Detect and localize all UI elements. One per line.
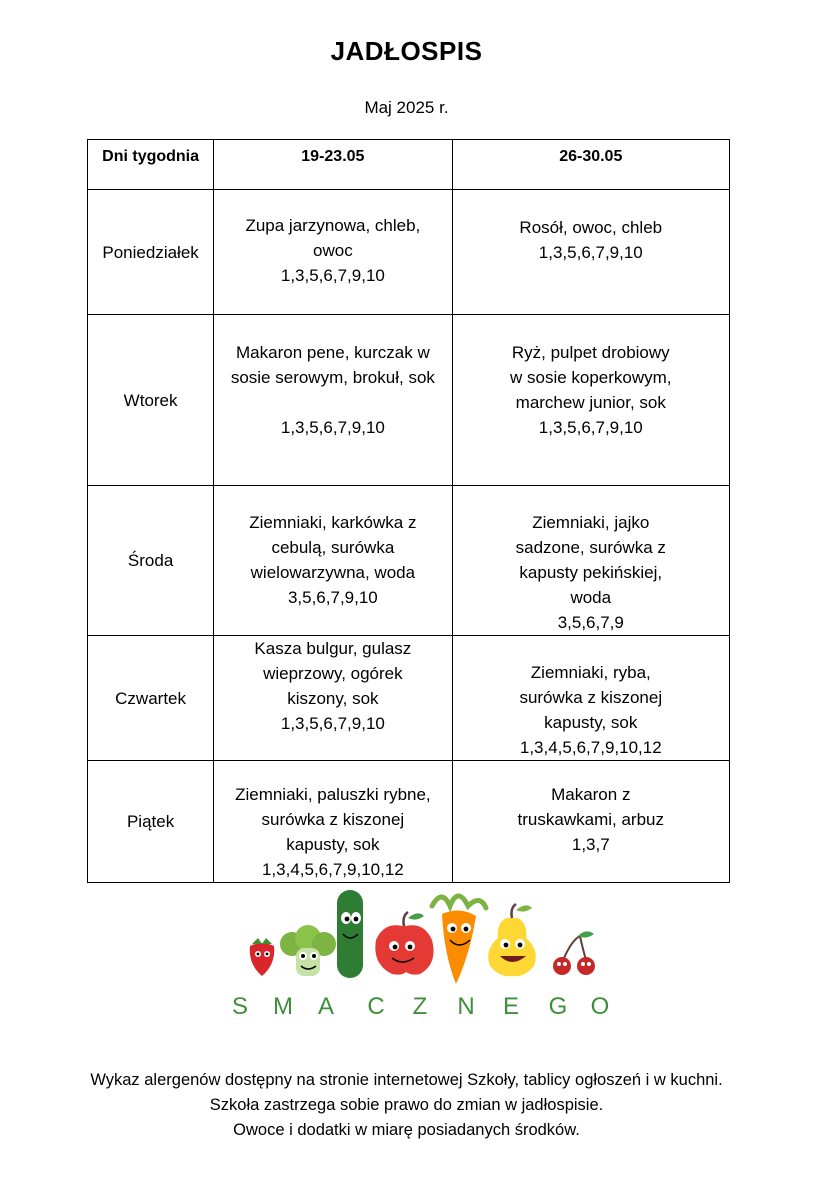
logo-letter: G bbox=[548, 993, 568, 1020]
meal-cell bbox=[214, 486, 452, 636]
meal-line: cebulą, surówka bbox=[271, 538, 395, 557]
logo-letter: Z bbox=[412, 993, 428, 1020]
logo-letter: C bbox=[367, 993, 385, 1020]
table-row bbox=[88, 636, 730, 761]
meal-line: Makaron pene, kurczak w bbox=[236, 343, 430, 362]
column-header-week2: 26-30.05 bbox=[452, 140, 729, 190]
day-cell: Czwartek bbox=[88, 636, 214, 761]
logo-letter: E bbox=[502, 993, 520, 1020]
meal-line: surówka z kiszonej bbox=[261, 810, 405, 829]
page-subtitle: Maj 2025 r. bbox=[364, 98, 449, 117]
meal-line: marchew junior, sok bbox=[515, 393, 666, 412]
meal-line: sosie serowym, brokuł, sok bbox=[230, 368, 435, 387]
meal-line: kiszony, sok bbox=[287, 689, 379, 708]
day-cell: Piątek bbox=[88, 761, 214, 883]
meal-line: woda bbox=[570, 588, 612, 607]
meal-line: Kasza bulgur, gulasz bbox=[254, 639, 412, 658]
allergen-codes: 1,3,4,5,6,7,9,10,12 bbox=[261, 860, 404, 879]
table-row bbox=[88, 486, 730, 636]
day-cell: Poniedziałek bbox=[88, 190, 214, 315]
meal-cell bbox=[452, 190, 729, 315]
meal-line: Makaron z bbox=[551, 785, 631, 804]
allergen-codes: 1,3,5,6,7,9,10 bbox=[280, 714, 385, 733]
column-header-week1: 19-23.05 bbox=[214, 140, 452, 190]
page-title: JADŁOSPIS bbox=[330, 36, 483, 66]
meal-cell bbox=[452, 761, 729, 883]
allergen-codes: 1,3,5,6,7,9,10 bbox=[280, 265, 385, 285]
allergen-codes: 1,3,7 bbox=[571, 835, 610, 854]
meal-line: owoc bbox=[313, 240, 353, 260]
pear-icon bbox=[488, 904, 536, 976]
broccoli-icon bbox=[280, 925, 336, 976]
allergen-codes: 3,5,6,7,9 bbox=[557, 613, 624, 632]
meal-line: wielowarzywna, woda bbox=[250, 563, 416, 582]
apple-icon bbox=[375, 912, 433, 975]
logo-letter: N bbox=[457, 993, 475, 1020]
meal-line: Zupa jarzynowa, chleb, bbox=[245, 215, 421, 235]
meal-line: kapusty pekińskiej, bbox=[519, 563, 663, 582]
day-cell: Wtorek bbox=[88, 315, 214, 486]
meal-line: Rosół, owoc, chleb bbox=[519, 218, 663, 237]
meal-line: surówka z kiszonej bbox=[519, 688, 663, 707]
meal-line: kapusty, sok bbox=[286, 835, 380, 854]
allergen-codes: 1,3,5,6,7,9,10 bbox=[538, 243, 643, 262]
logo-letter: A bbox=[317, 993, 335, 1020]
meal-cell bbox=[214, 315, 452, 486]
meal-cell bbox=[452, 315, 729, 486]
meal-cell bbox=[452, 486, 729, 636]
allergen-codes: 3,5,6,7,9,10 bbox=[287, 588, 378, 607]
logo-letter: M bbox=[273, 993, 293, 1020]
day-cell: Środa bbox=[88, 486, 214, 636]
meal-line: wieprzowy, ogórek bbox=[263, 664, 403, 683]
meal-cell bbox=[214, 761, 452, 883]
footer-line: Szkoła zastrzega sobie prawo do zmian w jadłospisie. bbox=[209, 1096, 604, 1114]
table-row bbox=[88, 761, 730, 883]
menu-table bbox=[87, 139, 730, 883]
column-header-days: Dni tygodnia bbox=[88, 140, 214, 190]
meal-line: Ziemniaki, karkówka z bbox=[249, 513, 417, 532]
meal-line: kapusty, sok bbox=[544, 713, 638, 732]
strawberry-icon bbox=[250, 938, 275, 976]
meal-line: Ziemniaki, paluszki rybne, bbox=[235, 785, 431, 804]
allergen-codes: 1,3,5,6,7,9,10 bbox=[280, 418, 385, 437]
meal-cell bbox=[452, 636, 729, 761]
allergen-codes: 1,3,5,6,7,9,10 bbox=[538, 418, 643, 437]
allergen-codes: 1,3,4,5,6,7,9,10,12 bbox=[519, 738, 662, 757]
logo-letter: O bbox=[590, 993, 610, 1020]
table-row bbox=[88, 190, 730, 315]
footer-line: Wykaz alergenów dostępny na stronie internetowej Szkoły, tablicy ogłoszeń i w kuchni. bbox=[90, 1071, 723, 1089]
footer-line: Owoce i dodatki w miarę posiadanych środków. bbox=[233, 1121, 580, 1139]
logo-letter: S bbox=[231, 993, 249, 1020]
line-gap bbox=[220, 390, 445, 415]
meal-cell bbox=[214, 190, 452, 315]
meal-line: w sosie koperkowym, bbox=[509, 368, 672, 387]
table-header-row bbox=[88, 140, 730, 190]
meal-line: Ziemniaki, jajko bbox=[532, 513, 650, 532]
table-row bbox=[88, 315, 730, 486]
meal-cell bbox=[214, 636, 452, 761]
meal-line: truskawkami, arbuz bbox=[517, 810, 664, 829]
smacznego-logo bbox=[180, 884, 640, 1049]
meal-line: sadzone, surówka z bbox=[515, 538, 666, 557]
meal-line: Ryż, pulpet drobiowy bbox=[511, 343, 670, 362]
cucumber-icon bbox=[337, 890, 363, 978]
smacznego-lettering bbox=[232, 993, 609, 1020]
meal-line: Ziemniaki, ryba, bbox=[530, 663, 651, 682]
footer-notes bbox=[0, 1068, 813, 1143]
carrot-icon bbox=[432, 896, 486, 984]
cherries-icon bbox=[553, 931, 595, 975]
